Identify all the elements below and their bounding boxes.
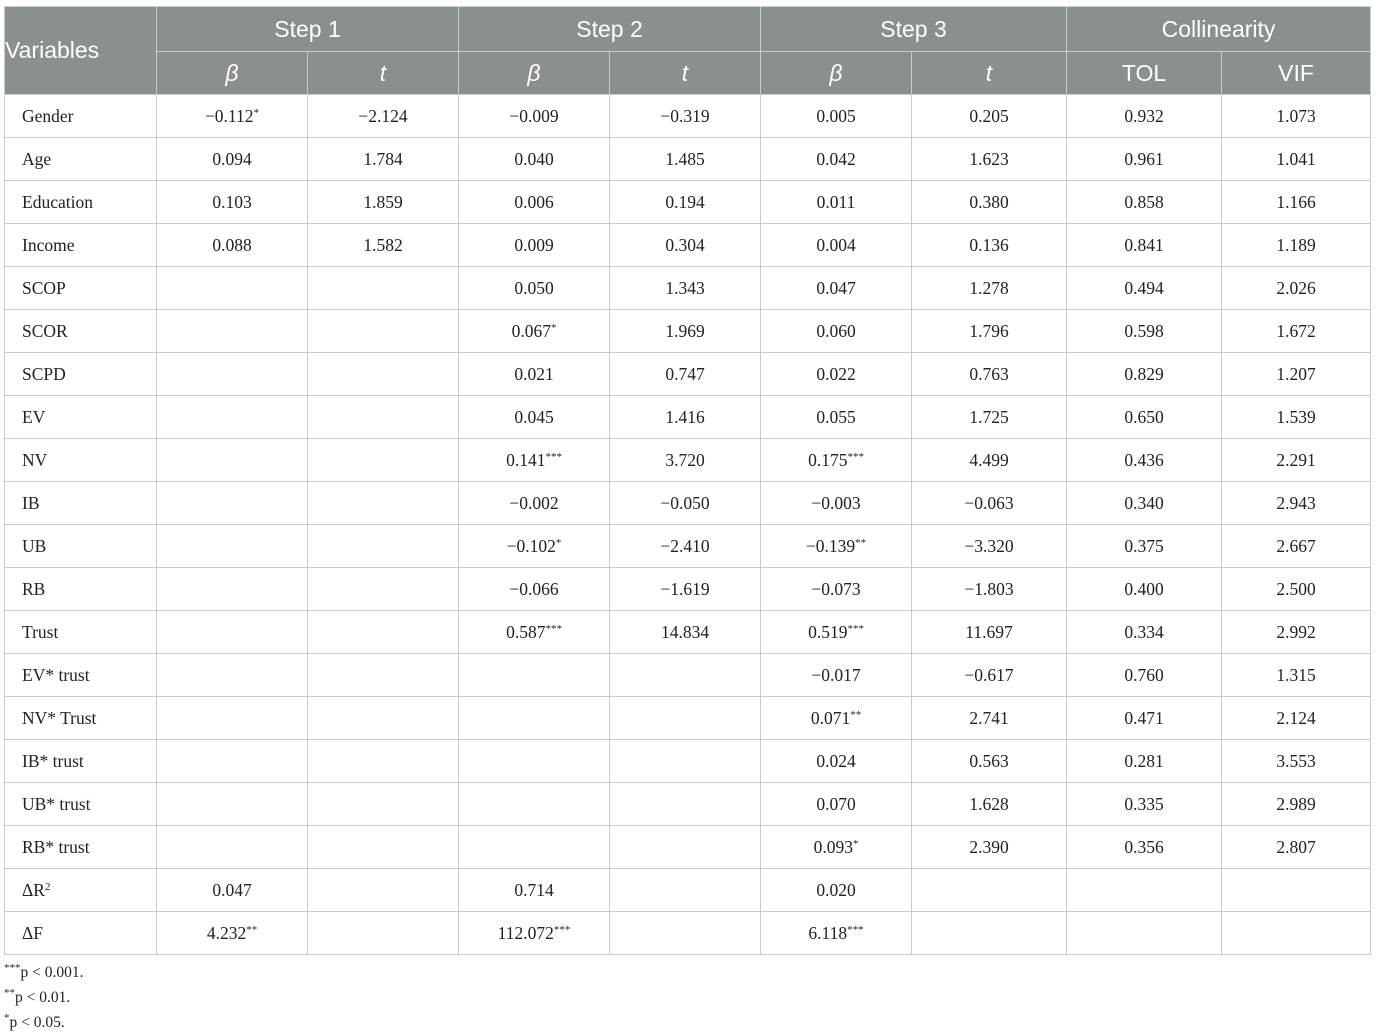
step3-t-cell: 1.278 (912, 267, 1067, 310)
header-step1: Step 1 (157, 7, 459, 52)
step3-t-cell: −1.803 (912, 568, 1067, 611)
step2-t-cell (610, 826, 761, 869)
row-label: NV (5, 439, 157, 482)
step2-beta-cell: 112.072*** (459, 912, 610, 955)
step3-beta-cell: 0.093* (761, 826, 912, 869)
step2-t-cell: 0.194 (610, 181, 761, 224)
step1-beta-cell: 0.094 (157, 138, 308, 181)
step3-t-cell: 0.380 (912, 181, 1067, 224)
tol-cell: 0.829 (1067, 353, 1222, 396)
header-step2-t: t (610, 52, 761, 95)
step1-beta-cell (157, 353, 308, 396)
step2-beta-cell (459, 783, 610, 826)
vif-cell: 1.041 (1222, 138, 1371, 181)
step2-beta-cell: 0.587*** (459, 611, 610, 654)
tol-cell: 0.340 (1067, 482, 1222, 525)
vif-cell: 2.992 (1222, 611, 1371, 654)
vif-cell: 2.807 (1222, 826, 1371, 869)
table-row (5, 568, 1371, 611)
row-label: RB (5, 568, 157, 611)
step3-t-cell: 1.628 (912, 783, 1067, 826)
table-row (5, 826, 1371, 869)
step3-t-cell: 2.390 (912, 826, 1067, 869)
step1-beta-cell (157, 697, 308, 740)
step2-t-cell (610, 654, 761, 697)
step1-beta-cell: −0.112* (157, 95, 308, 138)
step1-t-cell (308, 482, 459, 525)
row-label: IB (5, 482, 157, 525)
vif-cell: 1.166 (1222, 181, 1371, 224)
step2-beta-cell: 0.006 (459, 181, 610, 224)
vif-cell: 2.989 (1222, 783, 1371, 826)
row-label: IB* trust (5, 740, 157, 783)
step3-t-cell: −0.617 (912, 654, 1067, 697)
row-label: Education (5, 181, 157, 224)
step2-beta-cell: 0.050 (459, 267, 610, 310)
step2-beta-cell (459, 740, 610, 783)
step3-beta-cell: 0.022 (761, 353, 912, 396)
step2-t-cell: −0.050 (610, 482, 761, 525)
vif-cell: 1.207 (1222, 353, 1371, 396)
table-row (5, 611, 1371, 654)
step1-beta-cell (157, 783, 308, 826)
tol-cell (1067, 912, 1222, 955)
step3-t-cell: 1.725 (912, 396, 1067, 439)
row-label: Age (5, 138, 157, 181)
step3-beta-cell: 0.011 (761, 181, 912, 224)
step3-beta-cell: 0.519*** (761, 611, 912, 654)
table-row (5, 224, 1371, 267)
tol-cell: 0.436 (1067, 439, 1222, 482)
table-row (5, 95, 1371, 138)
step1-t-cell (308, 783, 459, 826)
step1-beta-cell (157, 439, 308, 482)
header-tol: TOL (1067, 52, 1222, 95)
step1-t-cell (308, 353, 459, 396)
step1-beta-cell (157, 568, 308, 611)
step3-beta-cell: 0.020 (761, 869, 912, 912)
step2-beta-cell: 0.009 (459, 224, 610, 267)
vif-cell: 2.667 (1222, 525, 1371, 568)
step3-beta-cell: 0.060 (761, 310, 912, 353)
tol-cell: 0.858 (1067, 181, 1222, 224)
header-step3-beta: β (761, 52, 912, 95)
step2-t-cell: 14.834 (610, 611, 761, 654)
step1-t-cell (308, 869, 459, 912)
vif-cell: 1.189 (1222, 224, 1371, 267)
step1-beta-cell (157, 654, 308, 697)
step3-beta-cell: 0.071** (761, 697, 912, 740)
step3-beta-cell: 0.004 (761, 224, 912, 267)
header-vif: VIF (1222, 52, 1371, 95)
step1-t-cell (308, 525, 459, 568)
table-row (5, 396, 1371, 439)
table-row (5, 740, 1371, 783)
step2-beta-cell: 0.021 (459, 353, 610, 396)
step2-beta-cell (459, 697, 610, 740)
vif-cell: 1.539 (1222, 396, 1371, 439)
step3-beta-cell: −0.073 (761, 568, 912, 611)
step3-beta-cell: 0.070 (761, 783, 912, 826)
step3-t-cell: 1.796 (912, 310, 1067, 353)
step3-t-cell (912, 869, 1067, 912)
table-row (5, 439, 1371, 482)
step1-t-cell (308, 654, 459, 697)
step1-t-cell (308, 611, 459, 654)
row-label: SCOR (5, 310, 157, 353)
step3-beta-cell: 6.118*** (761, 912, 912, 955)
step2-t-cell: −1.619 (610, 568, 761, 611)
step2-t-cell: 1.485 (610, 138, 761, 181)
step2-beta-cell: −0.102* (459, 525, 610, 568)
step3-t-cell: 4.499 (912, 439, 1067, 482)
header-step2-beta: β (459, 52, 610, 95)
table-row (5, 783, 1371, 826)
table-row (5, 482, 1371, 525)
step3-beta-cell: −0.017 (761, 654, 912, 697)
step2-t-cell (610, 740, 761, 783)
table-header (5, 7, 1371, 95)
header-step1-t: t (308, 52, 459, 95)
step1-beta-cell: 0.103 (157, 181, 308, 224)
step2-beta-cell: 0.714 (459, 869, 610, 912)
header-step2: Step 2 (459, 7, 761, 52)
tol-cell: 0.335 (1067, 783, 1222, 826)
table-row (5, 525, 1371, 568)
tol-cell: 0.400 (1067, 568, 1222, 611)
step3-t-cell: 0.205 (912, 95, 1067, 138)
step3-t-cell: 2.741 (912, 697, 1067, 740)
step1-t-cell (308, 568, 459, 611)
footnote: ***p < 0.001. (4, 962, 84, 981)
tol-cell: 0.281 (1067, 740, 1222, 783)
row-label: Gender (5, 95, 157, 138)
tol-cell (1067, 869, 1222, 912)
tol-cell: 0.598 (1067, 310, 1222, 353)
footnote: **p < 0.01. (4, 987, 71, 1006)
table-body (5, 95, 1371, 955)
header-step3: Step 3 (761, 7, 1067, 52)
vif-cell: 3.553 (1222, 740, 1371, 783)
row-label: SCPD (5, 353, 157, 396)
table-row (5, 138, 1371, 181)
row-label: RB* trust (5, 826, 157, 869)
step3-t-cell: 0.563 (912, 740, 1067, 783)
header-step3-t: t (912, 52, 1067, 95)
tol-cell: 0.841 (1067, 224, 1222, 267)
header-variables: Variables (5, 7, 157, 95)
row-label: UB (5, 525, 157, 568)
vif-cell: 1.073 (1222, 95, 1371, 138)
tol-cell: 0.334 (1067, 611, 1222, 654)
step1-beta-cell: 0.047 (157, 869, 308, 912)
header-step1-beta: β (157, 52, 308, 95)
vif-cell: 1.672 (1222, 310, 1371, 353)
row-label: SCOP (5, 267, 157, 310)
step1-t-cell: 1.859 (308, 181, 459, 224)
table-row (5, 654, 1371, 697)
step3-t-cell: 1.623 (912, 138, 1067, 181)
step1-beta-cell: 0.088 (157, 224, 308, 267)
step2-beta-cell: 0.067* (459, 310, 610, 353)
vif-cell: 1.315 (1222, 654, 1371, 697)
step3-t-cell: −0.063 (912, 482, 1067, 525)
vif-cell: 2.500 (1222, 568, 1371, 611)
step3-beta-cell: 0.055 (761, 396, 912, 439)
step2-t-cell (610, 697, 761, 740)
vif-cell: 2.026 (1222, 267, 1371, 310)
step2-t-cell: 1.343 (610, 267, 761, 310)
step3-beta-cell: 0.047 (761, 267, 912, 310)
step3-t-cell: 0.763 (912, 353, 1067, 396)
step1-beta-cell (157, 482, 308, 525)
step2-beta-cell: 0.141*** (459, 439, 610, 482)
summary-row-delta-r2 (5, 869, 1371, 912)
step3-beta-cell: −0.139** (761, 525, 912, 568)
step1-beta-cell (157, 826, 308, 869)
table-row (5, 697, 1371, 740)
step2-beta-cell: 0.040 (459, 138, 610, 181)
step3-t-cell: 0.136 (912, 224, 1067, 267)
step1-beta-cell (157, 525, 308, 568)
step1-beta-cell (157, 310, 308, 353)
step1-beta-cell (157, 740, 308, 783)
row-label: Trust (5, 611, 157, 654)
step1-t-cell (308, 439, 459, 482)
step2-t-cell: 0.304 (610, 224, 761, 267)
step1-t-cell (308, 310, 459, 353)
step1-beta-cell (157, 611, 308, 654)
tol-cell: 0.471 (1067, 697, 1222, 740)
step3-t-cell: −3.320 (912, 525, 1067, 568)
tol-cell: 0.650 (1067, 396, 1222, 439)
step2-t-cell (610, 869, 761, 912)
row-label: $\Delta R^2$ (5, 869, 157, 912)
table-footnotes (4, 960, 84, 1035)
step2-beta-cell (459, 654, 610, 697)
table-row (5, 353, 1371, 396)
step1-t-cell (308, 697, 459, 740)
step1-t-cell (308, 912, 459, 955)
vif-cell: 2.291 (1222, 439, 1371, 482)
step1-t-cell: 1.582 (308, 224, 459, 267)
step2-beta-cell: −0.002 (459, 482, 610, 525)
row-label: EV (5, 396, 157, 439)
row-label: EV* trust (5, 654, 157, 697)
tol-cell: 0.961 (1067, 138, 1222, 181)
row-label: ΔF (5, 912, 157, 955)
step2-t-cell: 0.747 (610, 353, 761, 396)
step2-t-cell: 1.416 (610, 396, 761, 439)
vif-cell: 2.943 (1222, 482, 1371, 525)
step3-beta-cell: 0.024 (761, 740, 912, 783)
tol-cell: 0.375 (1067, 525, 1222, 568)
step2-t-cell: 3.720 (610, 439, 761, 482)
step3-t-cell (912, 912, 1067, 955)
table-row (5, 267, 1371, 310)
step3-beta-cell: 0.175*** (761, 439, 912, 482)
step3-t-cell: 11.697 (912, 611, 1067, 654)
row-label: NV* Trust (5, 697, 157, 740)
vif-cell (1222, 869, 1371, 912)
step3-beta-cell: −0.003 (761, 482, 912, 525)
step1-t-cell (308, 267, 459, 310)
tol-cell: 0.494 (1067, 267, 1222, 310)
step2-t-cell: −2.410 (610, 525, 761, 568)
table-row (5, 181, 1371, 224)
step1-t-cell (308, 740, 459, 783)
step2-t-cell: −0.319 (610, 95, 761, 138)
regression-table (4, 6, 1371, 955)
footnote: *p < 0.05. (4, 1012, 65, 1031)
step2-t-cell: 1.969 (610, 310, 761, 353)
summary-row-delta-f (5, 912, 1371, 955)
row-label: UB* trust (5, 783, 157, 826)
step1-t-cell: 1.784 (308, 138, 459, 181)
step1-beta-cell (157, 396, 308, 439)
step2-beta-cell (459, 826, 610, 869)
vif-cell (1222, 912, 1371, 955)
step1-t-cell (308, 396, 459, 439)
step3-beta-cell: 0.042 (761, 138, 912, 181)
step1-t-cell (308, 826, 459, 869)
step3-beta-cell: 0.005 (761, 95, 912, 138)
step1-t-cell: −2.124 (308, 95, 459, 138)
step2-t-cell (610, 783, 761, 826)
step2-beta-cell: 0.045 (459, 396, 610, 439)
row-label: Income (5, 224, 157, 267)
step1-beta-cell: 4.232** (157, 912, 308, 955)
header-collinearity: Collinearity (1067, 7, 1371, 52)
step2-beta-cell: −0.009 (459, 95, 610, 138)
step1-beta-cell (157, 267, 308, 310)
step2-beta-cell: −0.066 (459, 568, 610, 611)
table-row (5, 310, 1371, 353)
tol-cell: 0.356 (1067, 826, 1222, 869)
step2-t-cell (610, 912, 761, 955)
tol-cell: 0.760 (1067, 654, 1222, 697)
vif-cell: 2.124 (1222, 697, 1371, 740)
tol-cell: 0.932 (1067, 95, 1222, 138)
